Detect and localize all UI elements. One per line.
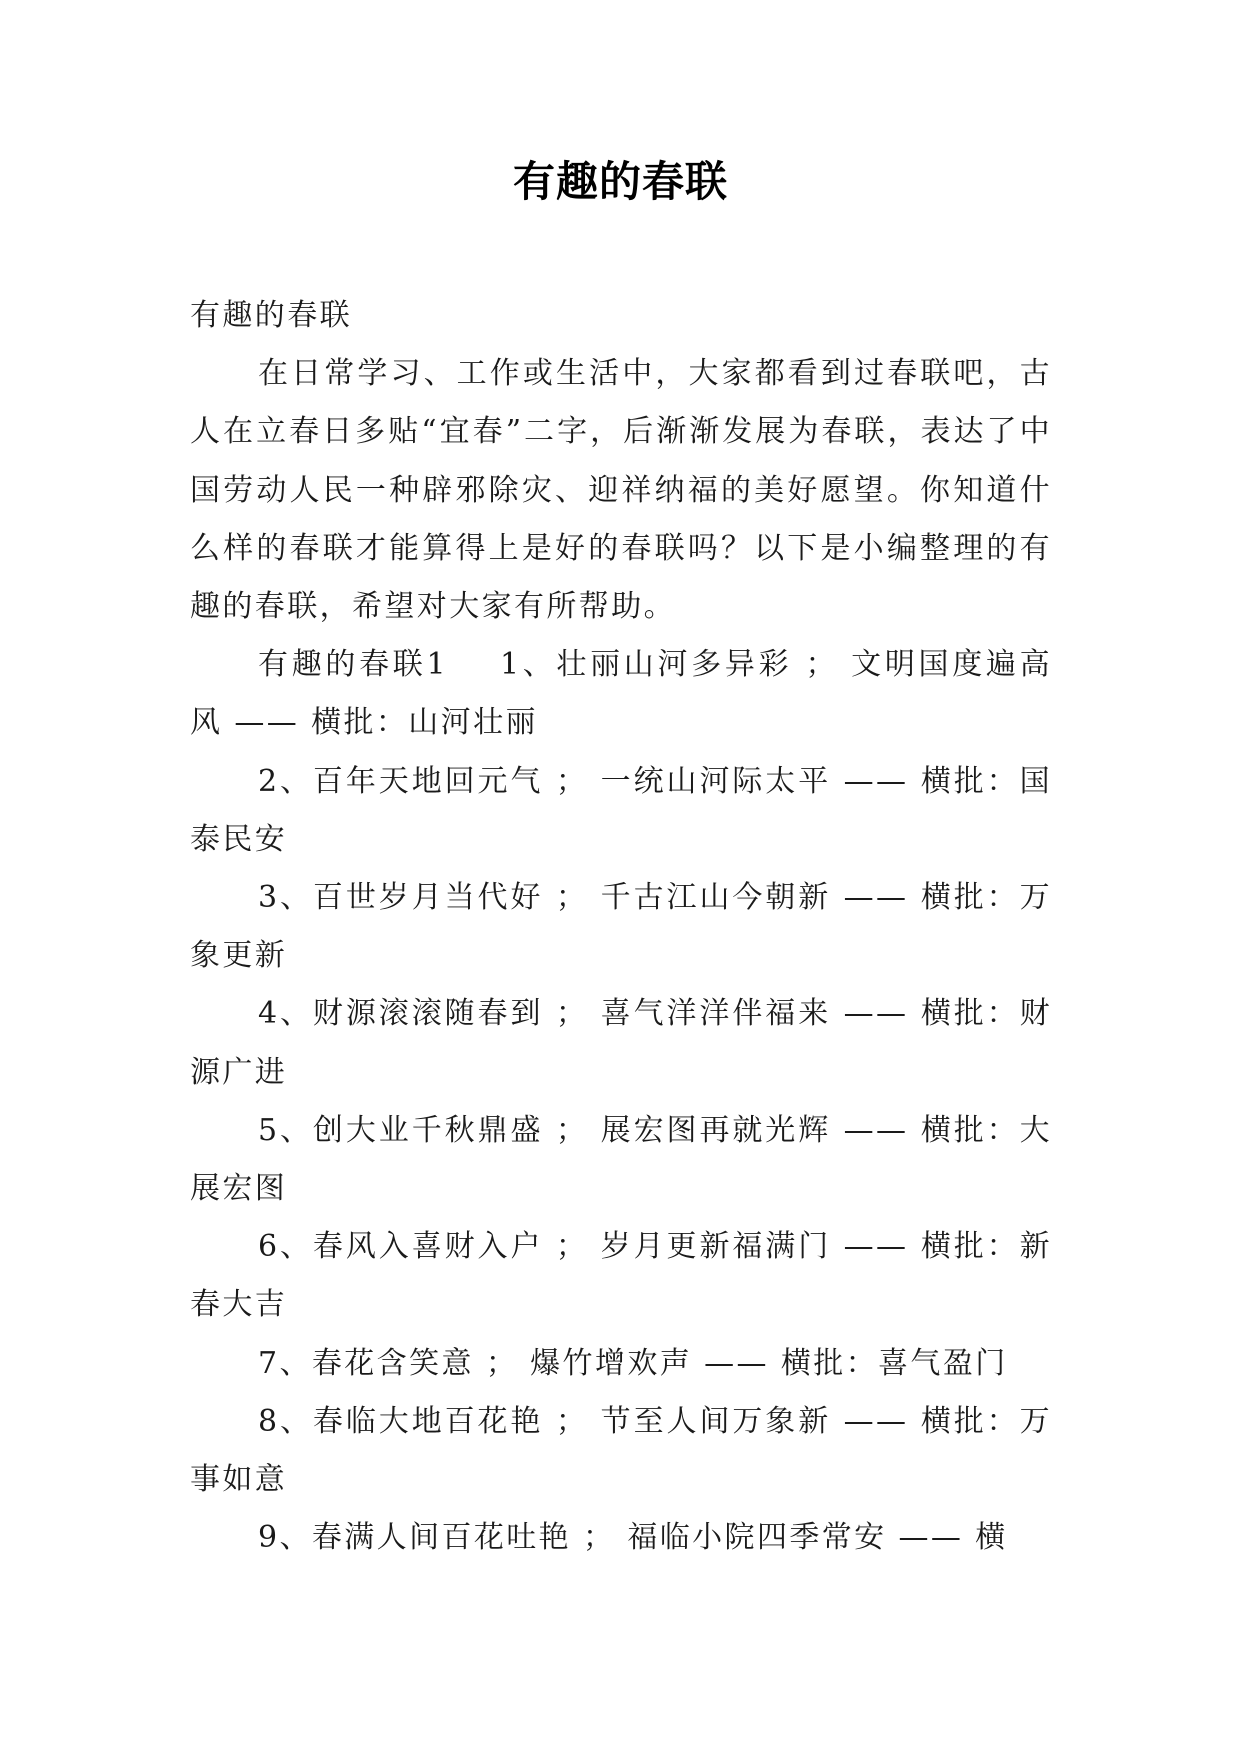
couplet-item: 7、春花含笑意 ； 爆竹增欢声 —— 横批：喜气盈门 bbox=[258, 1345, 1008, 1381]
couplet-item bbox=[190, 636, 1052, 752]
document-title: 有趣的春联 bbox=[512, 157, 728, 206]
couplet-item: 9、春满人间百花吐艳 ； 福临小院四季常安 —— 横 bbox=[258, 1520, 1008, 1556]
couplet-item: 6、春风入喜财入户 ； 岁月更新福满门 —— 横批：新春大吉 bbox=[190, 1229, 1052, 1323]
section-heading: 有趣的春联1 bbox=[258, 647, 448, 683]
couplet-item: 2、百年天地回元气 ； 一统山河际太平 —— 横批：国泰民安 bbox=[190, 763, 1052, 857]
couplet-item: 5、创大业千秋鼎盛 ； 展宏图再就光辉 —— 横批：大展宏图 bbox=[190, 1112, 1052, 1207]
couplet-item: 3、百世岁月当代好 ； 千古江山今朝新 —— 横批：万象更新 bbox=[190, 880, 1052, 974]
couplet-item: 8、春临大地百花艳 ； 节至人间万象新 —— 横批：万事如意 bbox=[190, 1403, 1052, 1498]
document-subtitle: 有趣的春联 bbox=[190, 298, 352, 333]
couplet-text: 1、壮丽山河多异彩 ； 文明国度遍高风 —— 横批：山河壮丽 bbox=[190, 647, 1052, 741]
intro-paragraph: 在日常学习、工作或生活中，大家都看到过春联吧，古人在立春日多贴“宜春”二字，后渐渐发展为春联，表达了中国劳动人民一种辟邪除灾、迎祥纳福的美好愿望。你知道什么样的春联才能算得上是好的春联吗？以下是小编整理的有趣的春联，希望对大家有所帮助。 bbox=[190, 356, 1052, 625]
document-body bbox=[190, 287, 1052, 1567]
couplet-item: 4、财源滚滚随春到 ； 喜气洋洋伴福来 —— 横批：财源广进 bbox=[190, 996, 1052, 1090]
